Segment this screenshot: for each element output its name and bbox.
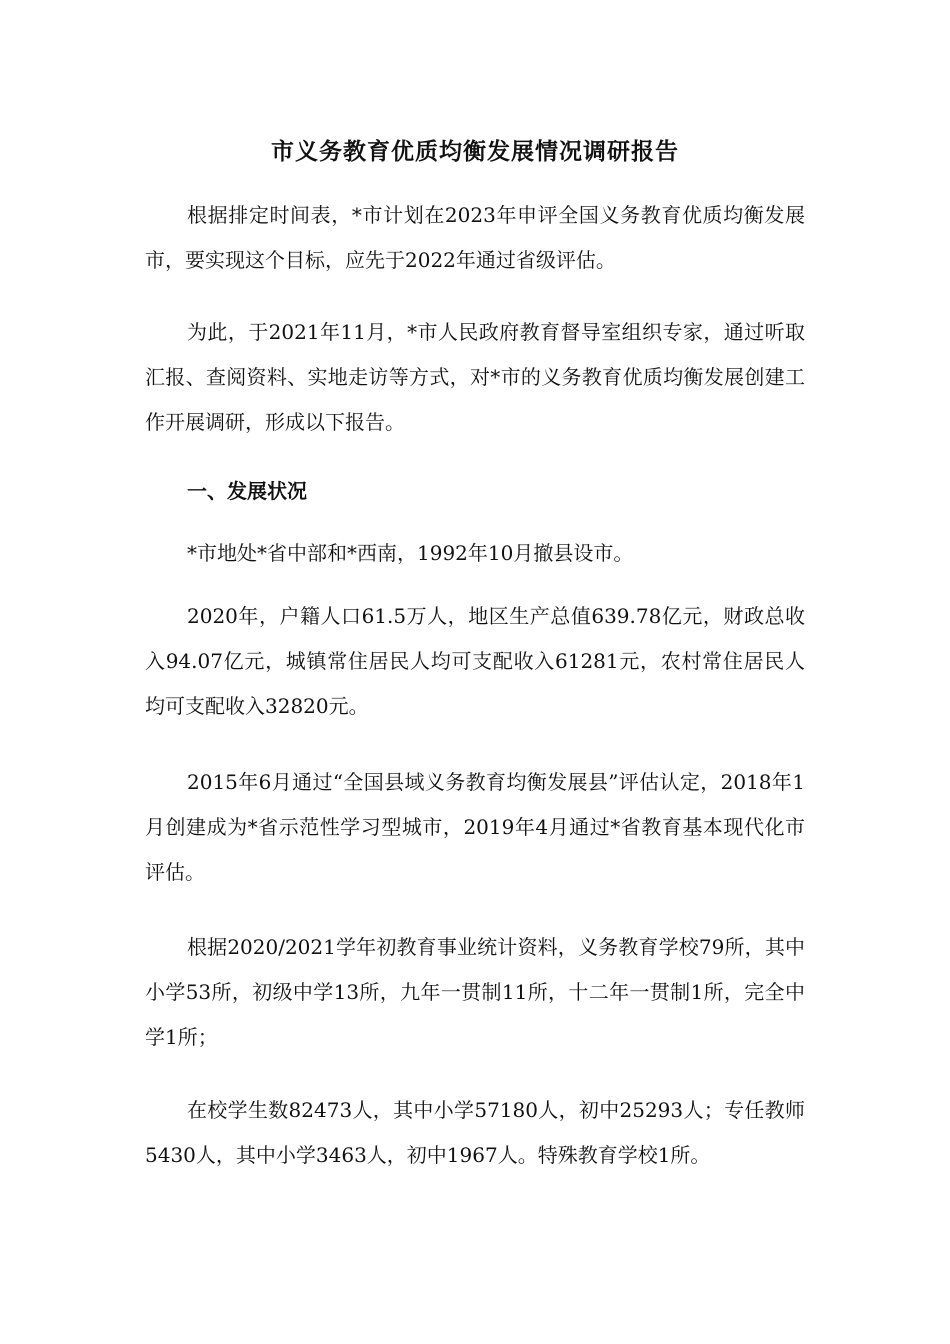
section1-paragraph-1: *市地处*省中部和*西南，1992年10月撤县设市。 xyxy=(187,541,634,565)
section1-paragraph-4: 根据2020/2021学年初教育事业统计资料，义务教育学校79所，其中小学53所，初级中学13所，九年一贯制11所，十二年一贯制1所，完全中学1所； xyxy=(145,935,805,1049)
intro-paragraph-2: 为此，于2021年11月，*市人民政府教育督导室组织专家，通过听取汇报、查阅资料、实地走访等方式，对*市的义务教育优质均衡发展创建工作开展调研，形成以下报告。 xyxy=(145,320,805,434)
section1-paragraph-3: 2015年6月通过“全国县域义务教育均衡发展县”评估认定，2018年1月创建成为*省示范性学习型城市，2019年4月通过*省教育基本现代化市评估。 xyxy=(145,770,805,884)
section1-paragraph-5: 在校学生数82473人，其中小学57180人，初中25293人；专任教师5430人，其中小学3463人，初中1967人。特殊教育学校1所。 xyxy=(145,1098,805,1167)
intro-paragraph-1: 根据排定时间表，*市计划在2023年申评全国义务教育优质均衡发展市，要实现这个目标，应先于2022年通过省级评估。 xyxy=(145,203,805,272)
section-heading-1: 一、发展状况 xyxy=(187,479,307,503)
section1-paragraph-2: 2020年，户籍人口61.5万人，地区生产总值639.78亿元，财政总收入94.07亿元，城镇常住居民人均可支配收入61281元，农村常住居民人均可支配收入32820元。 xyxy=(145,604,805,718)
document-title: 市义务教育优质均衡发展情况调研报告 xyxy=(271,138,679,165)
